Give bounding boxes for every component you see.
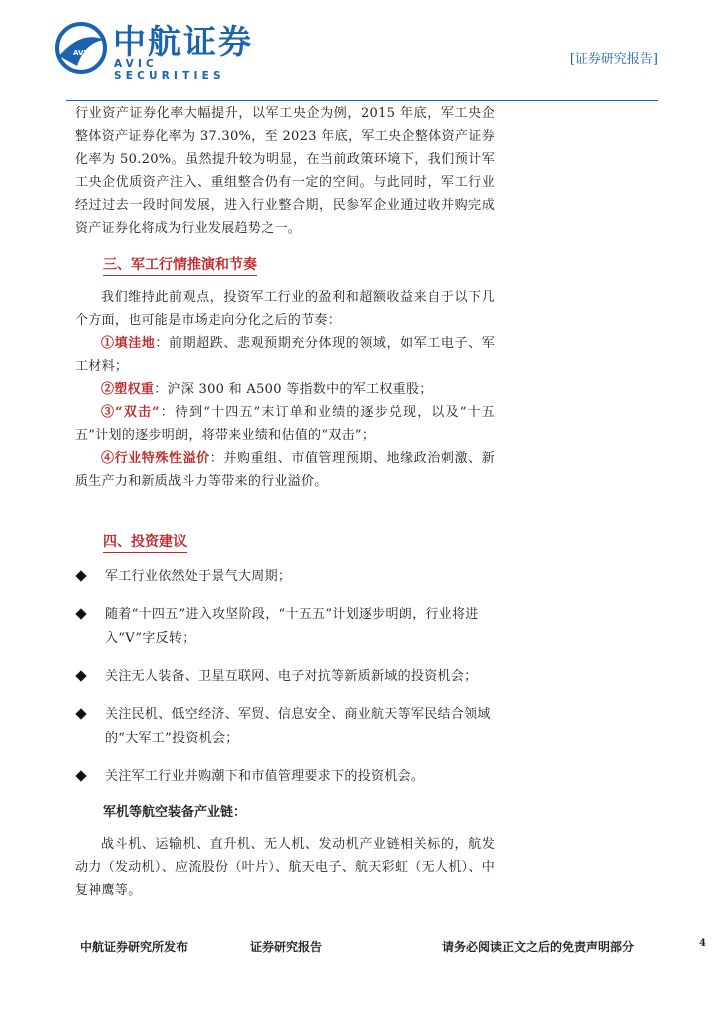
aviation-paragraph: 战斗机、运输机、直升机、无人机、发动机产业链相关标的，航发动力（发动机）、应流股份（叶片）、航天电子、航天彩虹（无人机）、中复神鹰等。 (75, 837, 495, 898)
list-item: 关注民机、低空经济、军贸、信息安全、商业航天等军民结合领域的“大军工”投资机会； (75, 703, 495, 751)
list-item: 随着“十四五”进入攻坚阶段，“十五五”计划逐步明朗，行业将进入“V”字反转； (75, 603, 495, 651)
page-number: 4 (699, 938, 706, 949)
item-label: ③“双击” (101, 405, 160, 420)
diamond-bullet-icon (75, 608, 86, 619)
diamond-bullet-icon (75, 708, 86, 719)
list-item (75, 378, 495, 401)
item-label: ②塑权重 (101, 382, 155, 397)
recommendation-list (75, 565, 495, 789)
sub-heading-aviation: 军机等航空装备产业链： (103, 805, 247, 820)
list-item: 关注无人装备、卫星互联网、电子对抗等新质新域的投资机会； (75, 665, 495, 689)
list-item (75, 401, 495, 447)
list-item: 关注军工行业并购潮下和市值管理要求下的投资机会。 (75, 765, 495, 789)
item-text: ：并购重组、市值管理预期、地缘政治刺激、新质生产力和新质战斗力等带来的行业溢价。 (75, 451, 495, 489)
list-item (75, 332, 495, 378)
diamond-bullet-icon (75, 770, 86, 781)
section-title-market: 三、军工行情推演和节奏 (103, 255, 257, 276)
logo-text: AVIC (73, 49, 92, 57)
company-logo (55, 22, 255, 82)
footer-disclaimer: 请务必阅读正文之后的免责声明部分 (442, 940, 635, 954)
list-item: 军工行业依然处于景气大周期； (75, 565, 495, 589)
section3-intro: 我们维持此前观点，投资军工行业的盈利和超额收益来自于以下几个方面，也可能是市场走向分化之后的节奏： (75, 290, 495, 328)
main-content (75, 102, 495, 902)
section-title-recommendations: 四、投资建议 (103, 532, 187, 553)
item-text: ：沪深 300 和 A500 等指数中的军工权重股； (154, 382, 433, 397)
section3-item-list (75, 332, 495, 493)
intro-paragraph: 行业资产证券化率大幅提升，以军工央企为例，2015 年底，军工央企整体资产证券化率为 37.30%，至 2023 年底，军工央企整体资产证券化率为 50.20%。虽然提升较为明显，在当前政策环境下，我们预计军工央企优质资产注入、重组整合仍有一定的空间。与此同时，军工行业经过过去一段时间发展，进入行业整合期，民参军企业通过收并购完成资产证券化将成为行业发展趋势之一。 (75, 106, 495, 236)
list-item (75, 447, 495, 493)
diamond-bullet-icon (75, 670, 86, 681)
item-text: ：前期超跌、悲观预期充分体现的领域，如军工电子、军工材料； (75, 336, 495, 374)
avic-emblem-icon (55, 22, 107, 74)
diamond-bullet-icon (75, 570, 86, 581)
item-text: ：待到“十四五”末订单和业绩的逐步兑现，以及“十五五”计划的逐步明朗，将带来业绩和估值的“双击”； (75, 405, 495, 443)
item-label: ①填洼地 (101, 336, 156, 351)
footer-publisher: 中航证券研究所发布 (80, 940, 189, 954)
page-footer (80, 938, 706, 958)
brand-name-cn: 中航证券 (113, 22, 253, 61)
brand-name-en: AVIC SECURITIES (114, 58, 225, 82)
header-divider (66, 100, 658, 101)
report-type-tag: [证券研究报告] (569, 52, 658, 67)
footer-doc-type: 证券研究报告 (250, 940, 323, 954)
item-label: ④行业特殊性溢价 (101, 451, 210, 466)
